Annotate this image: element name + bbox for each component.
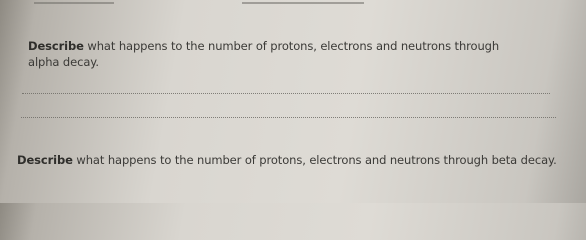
question-alpha-decay bbox=[28, 38, 533, 70]
top-rule-left bbox=[34, 2, 114, 4]
question-lead: Describe bbox=[28, 39, 84, 53]
question-text: what happens to the number of protons, electrons and neutrons through alpha decay. bbox=[28, 39, 500, 69]
question-text: what happens to the number of protons, electrons and neutrons through beta decay. bbox=[76, 153, 557, 167]
question-lead: Describe bbox=[17, 153, 73, 167]
answer-line bbox=[22, 93, 550, 94]
top-rule-right bbox=[242, 2, 364, 4]
question-beta-decay bbox=[17, 152, 586, 168]
answer-line bbox=[21, 117, 556, 118]
